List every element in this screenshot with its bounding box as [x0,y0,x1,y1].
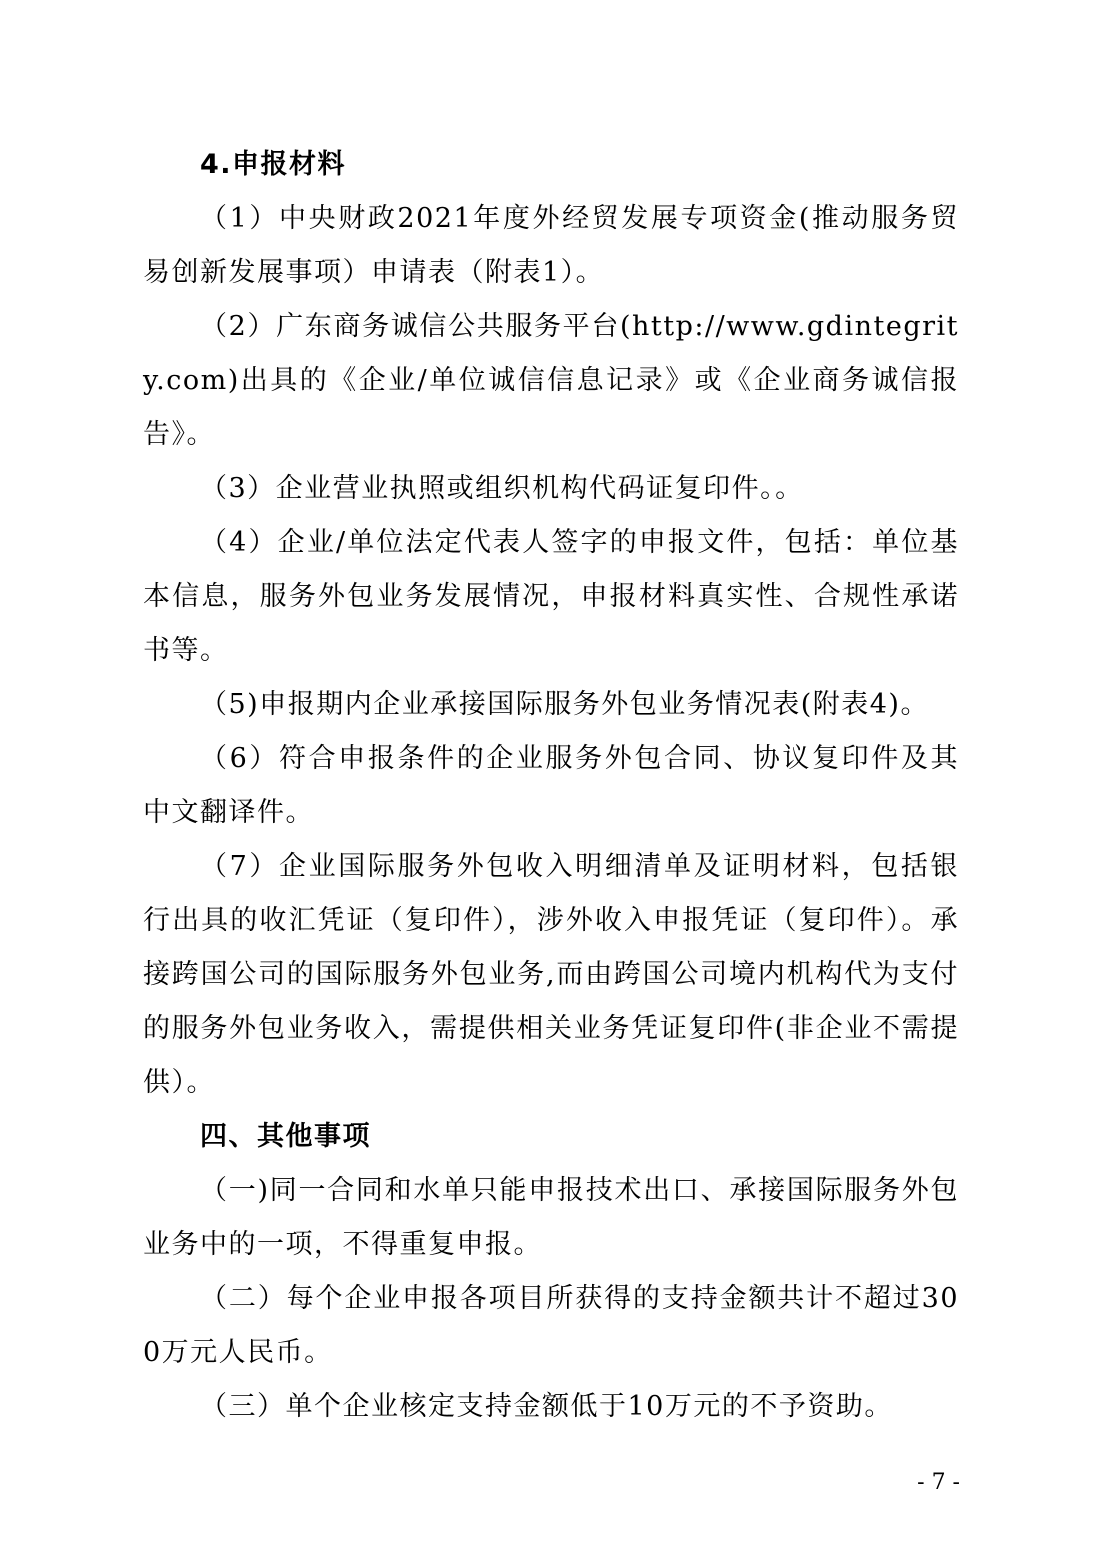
paragraph-matter-3: （三）单个企业核定支持金额低于10万元的不予资助。 [200,1391,893,1422]
paragraph-item-2: （2）广东商务诚信公共服务平台(http://www.gdintegrity.com)出具的《企业/单位诚信信息记录》或《企业商务诚信报告》。 [143,311,959,450]
materials-heading: 4.申报材料 [200,149,347,180]
paragraph-item-3: （3）企业营业执照或组织机构代码证复印件。。 [200,473,804,504]
paragraph-item-5: （5)申报期内企业承接国际服务外包业务情况表(附表4)。 [200,689,929,720]
page-number: - 7 - [917,1470,960,1495]
paragraph-matter-1: （一)同一合同和水单只能申报技术出口、承接国际服务外包业务中的一项，不得重复申报。 [143,1175,959,1260]
paragraph-item-1: （1）中央财政2021年度外经贸发展专项资金(推动服务贸易创新发展事项）申请表（附表1）。 [143,203,959,288]
paragraph-item-6: （6）符合申报条件的企业服务外包合同、协议复印件及其中文翻译件。 [143,743,959,828]
other-matters-heading: 四、其他事项 [200,1121,371,1152]
document-body [143,138,959,1434]
paragraph-matter-2: （二）每个企业申报各项目所获得的支持金额共计不超过300万元人民币。 [143,1283,959,1368]
paragraph-item-7: （7）企业国际服务外包收入明细清单及证明材料，包括银行出具的收汇凭证（复印件），涉外收入申报凭证（复印件）。承接跨国公司的国际服务外包业务,而由跨国公司境内机构代为支付的服务外包业务收入，需提供相关业务凭证复印件(非企业不需提供）。 [143,851,959,1098]
paragraph-item-4: （4）企业/单位法定代表人签字的申报文件，包括：单位基本信息，服务外包业务发展情况，申报材料真实性、合规性承诺书等。 [143,527,959,666]
